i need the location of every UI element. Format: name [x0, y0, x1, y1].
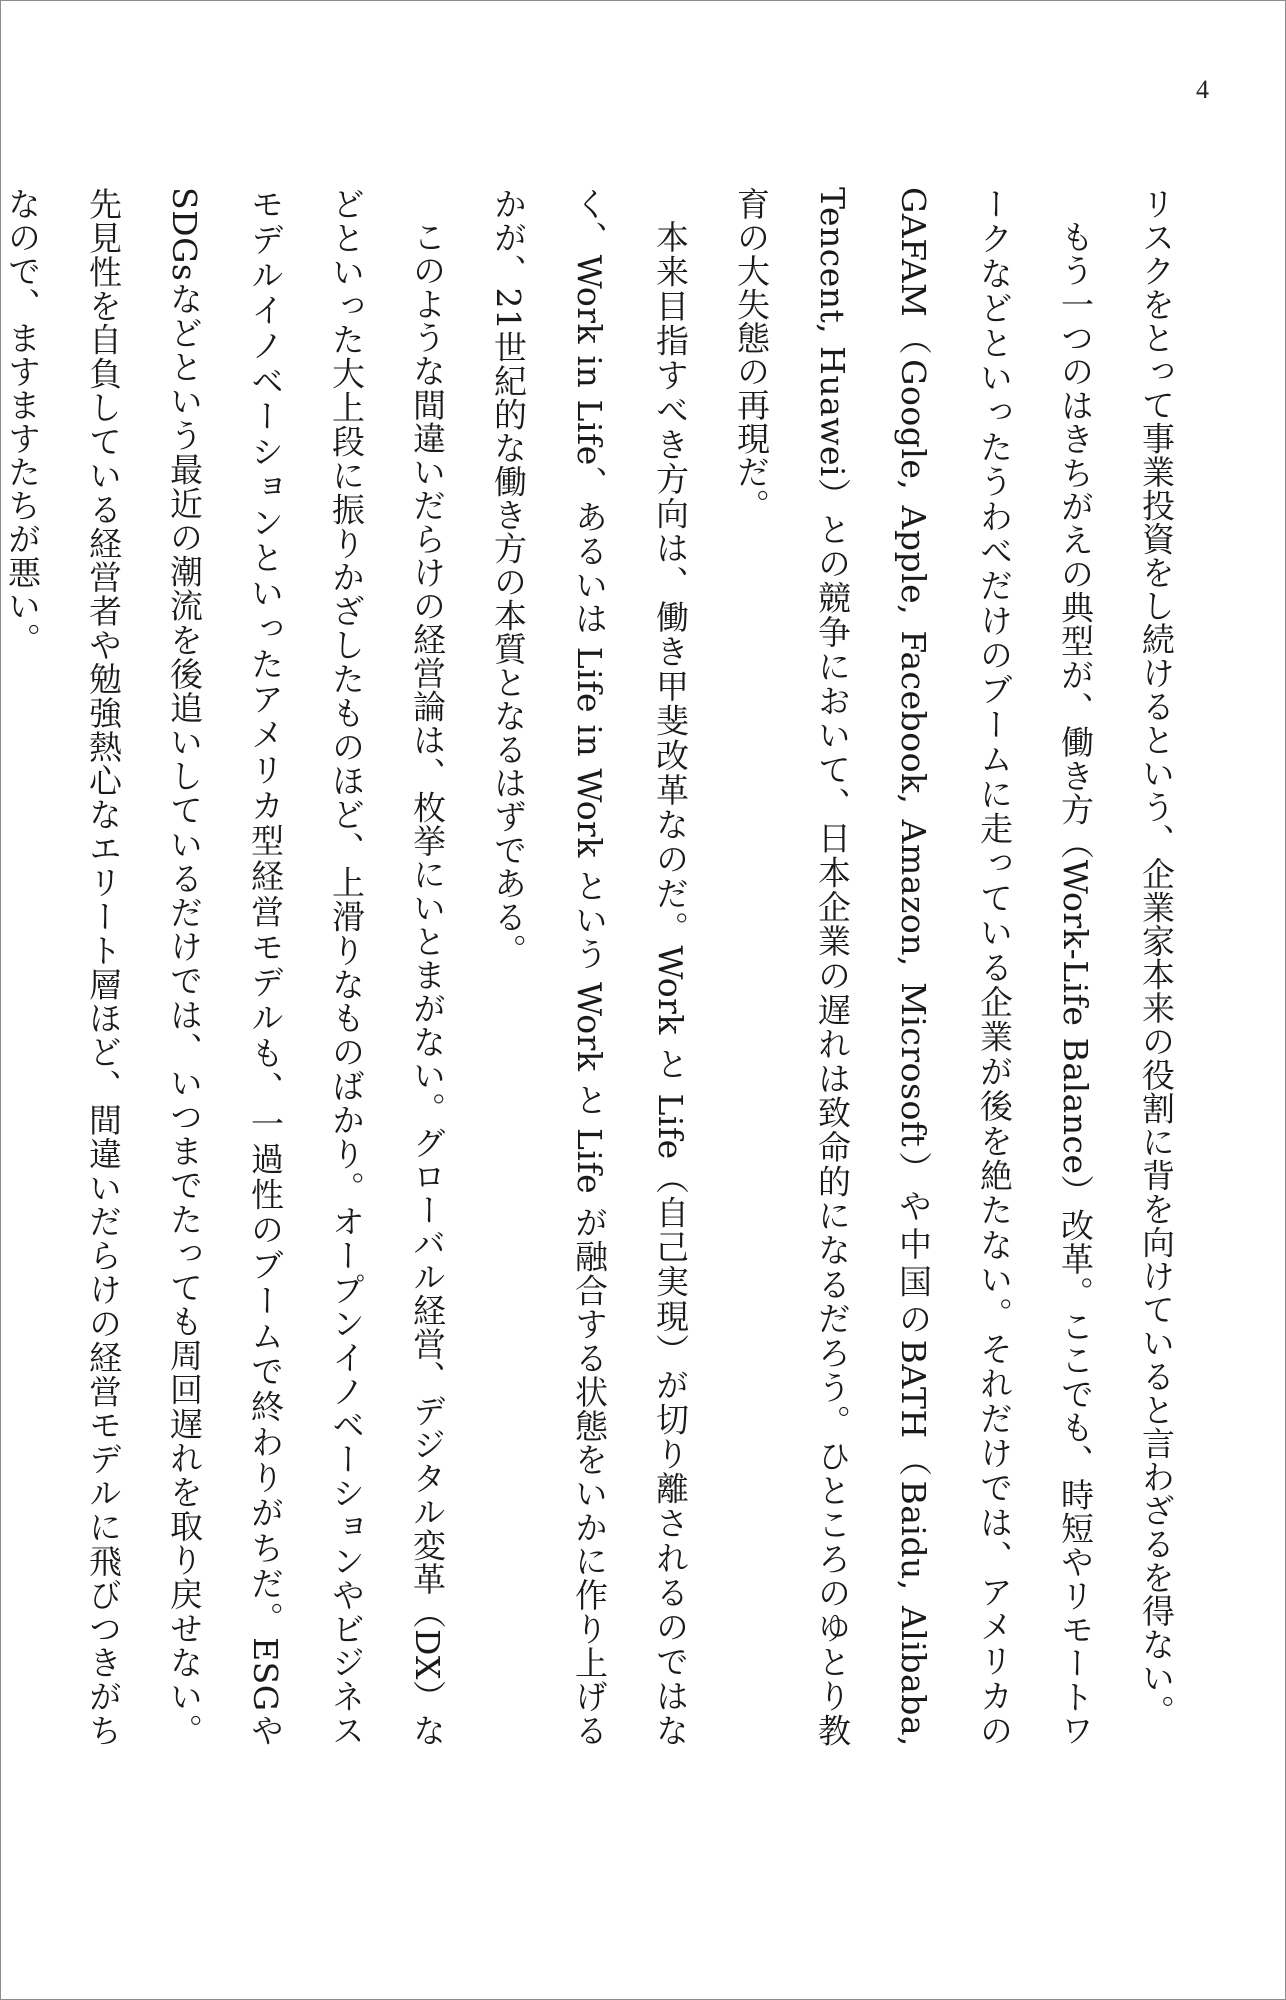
page-number: 4: [1196, 75, 1209, 104]
paragraph-2: もう一つのはきちがえの典型が、働き方（Work-Life Balance）改革。ここでも、時短やリモートワークなどといったうわべだけのブームに走っている企業が後を絶たない。それだけでは、アメリカのGAFAM（Google, Apple, Facebook, Amazon, Microsoft）や中国のBATH（Baidu, Alibaba, Tencent, Huawei）との競争において、日本企業の遅れは致命的になるだろう。ひところのゆとり教育の大失態の再現だ。: [732, 187, 1095, 1747]
paragraph-1: リスクをとって事業投資をし続けるという、企業家本来の役割に背を向けていると言わざるを得ない。: [1137, 187, 1176, 1728]
paragraph-4: このような間違いだらけの経営論は、枚挙にいとまがない。グローバル経営、デジタル変革（DX）などといった大上段に振りかざしたものほど、上滑りなものばかり。オープンイノベーションやビジネスモデルイノベーションといったアメリカ型経営モデルも、一過性のブームで終わりがちだ。ESGやSDGsなどという最近の潮流を後追いしているだけでは、いつまでたっても周回遅れを取り戻せない。先見性を自負している経営者や勉強熱心なエリート層ほど、間違いだらけの経営モデルに飛びつきがちなので、ますますたちが悪い。: [3, 187, 447, 1747]
paragraph-3: 本来目指すべき方向は、働き甲斐改革なのだ。Work と Life（自己実現）が切り離されるのではなく、Work in Life、あるいは Life in Work という Work と Life が融合する状態をいかに作り上げるかが、21世紀的な働き方の本質となるはずである。: [489, 187, 690, 1747]
vertical-text-body: [3, 187, 1197, 1747]
